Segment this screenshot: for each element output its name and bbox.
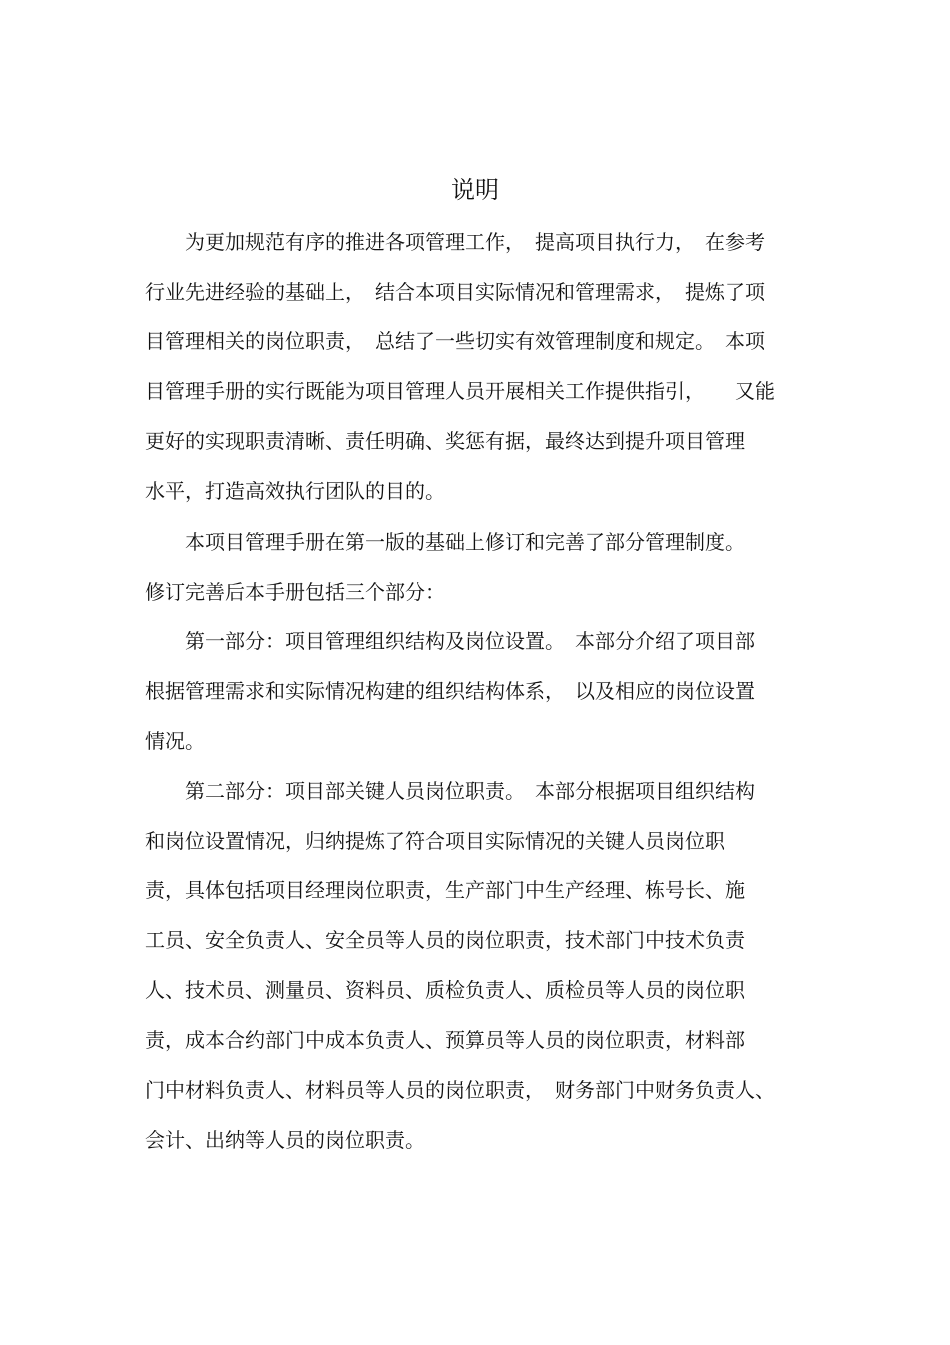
text-line: 和岗位设置情况，归纳提炼了符合项目实际情况的关键人员岗位职 — [145, 829, 725, 853]
text-line: 门中材料负责人、材料员等人员的岗位职责， 财务部门中财务负责人、 — [145, 1078, 775, 1102]
text-line: 会计、出纳等人员的岗位职责。 — [145, 1128, 425, 1152]
text-line: 工员、安全负责人、安全员等人员的岗位职责，技术部门中技术负责 — [145, 928, 745, 952]
text-line: 修订完善后本手册包括三个部分： — [145, 580, 445, 604]
text-line: 目管理相关的岗位职责， 总结了一些切实有效管理制度和规定。 本项 — [145, 329, 765, 353]
text-line: 第一部分：项目管理组织结构及岗位设置。 本部分介绍了项目部 — [145, 629, 755, 653]
text-line: 人、技术员、测量员、资料员、质检负责人、质检员等人员的岗位职 — [145, 978, 745, 1002]
text-line: 水平，打造高效执行团队的目的。 — [145, 479, 445, 503]
text-line: 责，成本合约部门中成本负责人、预算员等人员的岗位职责，材料部 — [145, 1028, 745, 1052]
text-line: 行业先进经验的基础上， 结合本项目实际情况和管理需求， 提炼了项 — [145, 280, 765, 304]
text-line: 情况。 — [145, 729, 205, 753]
text-line: 责，具体包括项目经理岗位职责，生产部门中生产经理、栋号长、施 — [145, 878, 745, 902]
page-title: 说明 — [451, 176, 499, 204]
text-line: 更好的实现职责清晰、责任明确、奖惩有据，最终达到提升项目管理 — [145, 429, 745, 453]
text-line: 本项目管理手册在第一版的基础上修订和完善了部分管理制度。 — [145, 530, 745, 554]
text-line: 目管理手册的实行既能为项目管理人员开展相关工作提供指引， 又能 — [145, 379, 775, 403]
text-line: 第二部分：项目部关键人员岗位职责。 本部分根据项目组织结构 — [145, 779, 755, 803]
text-line: 根据管理需求和实际情况构建的组织结构体系， 以及相应的岗位设置 — [145, 679, 755, 703]
text-line: 为更加规范有序的推进各项管理工作， 提高项目执行力， 在参考 — [145, 230, 765, 254]
